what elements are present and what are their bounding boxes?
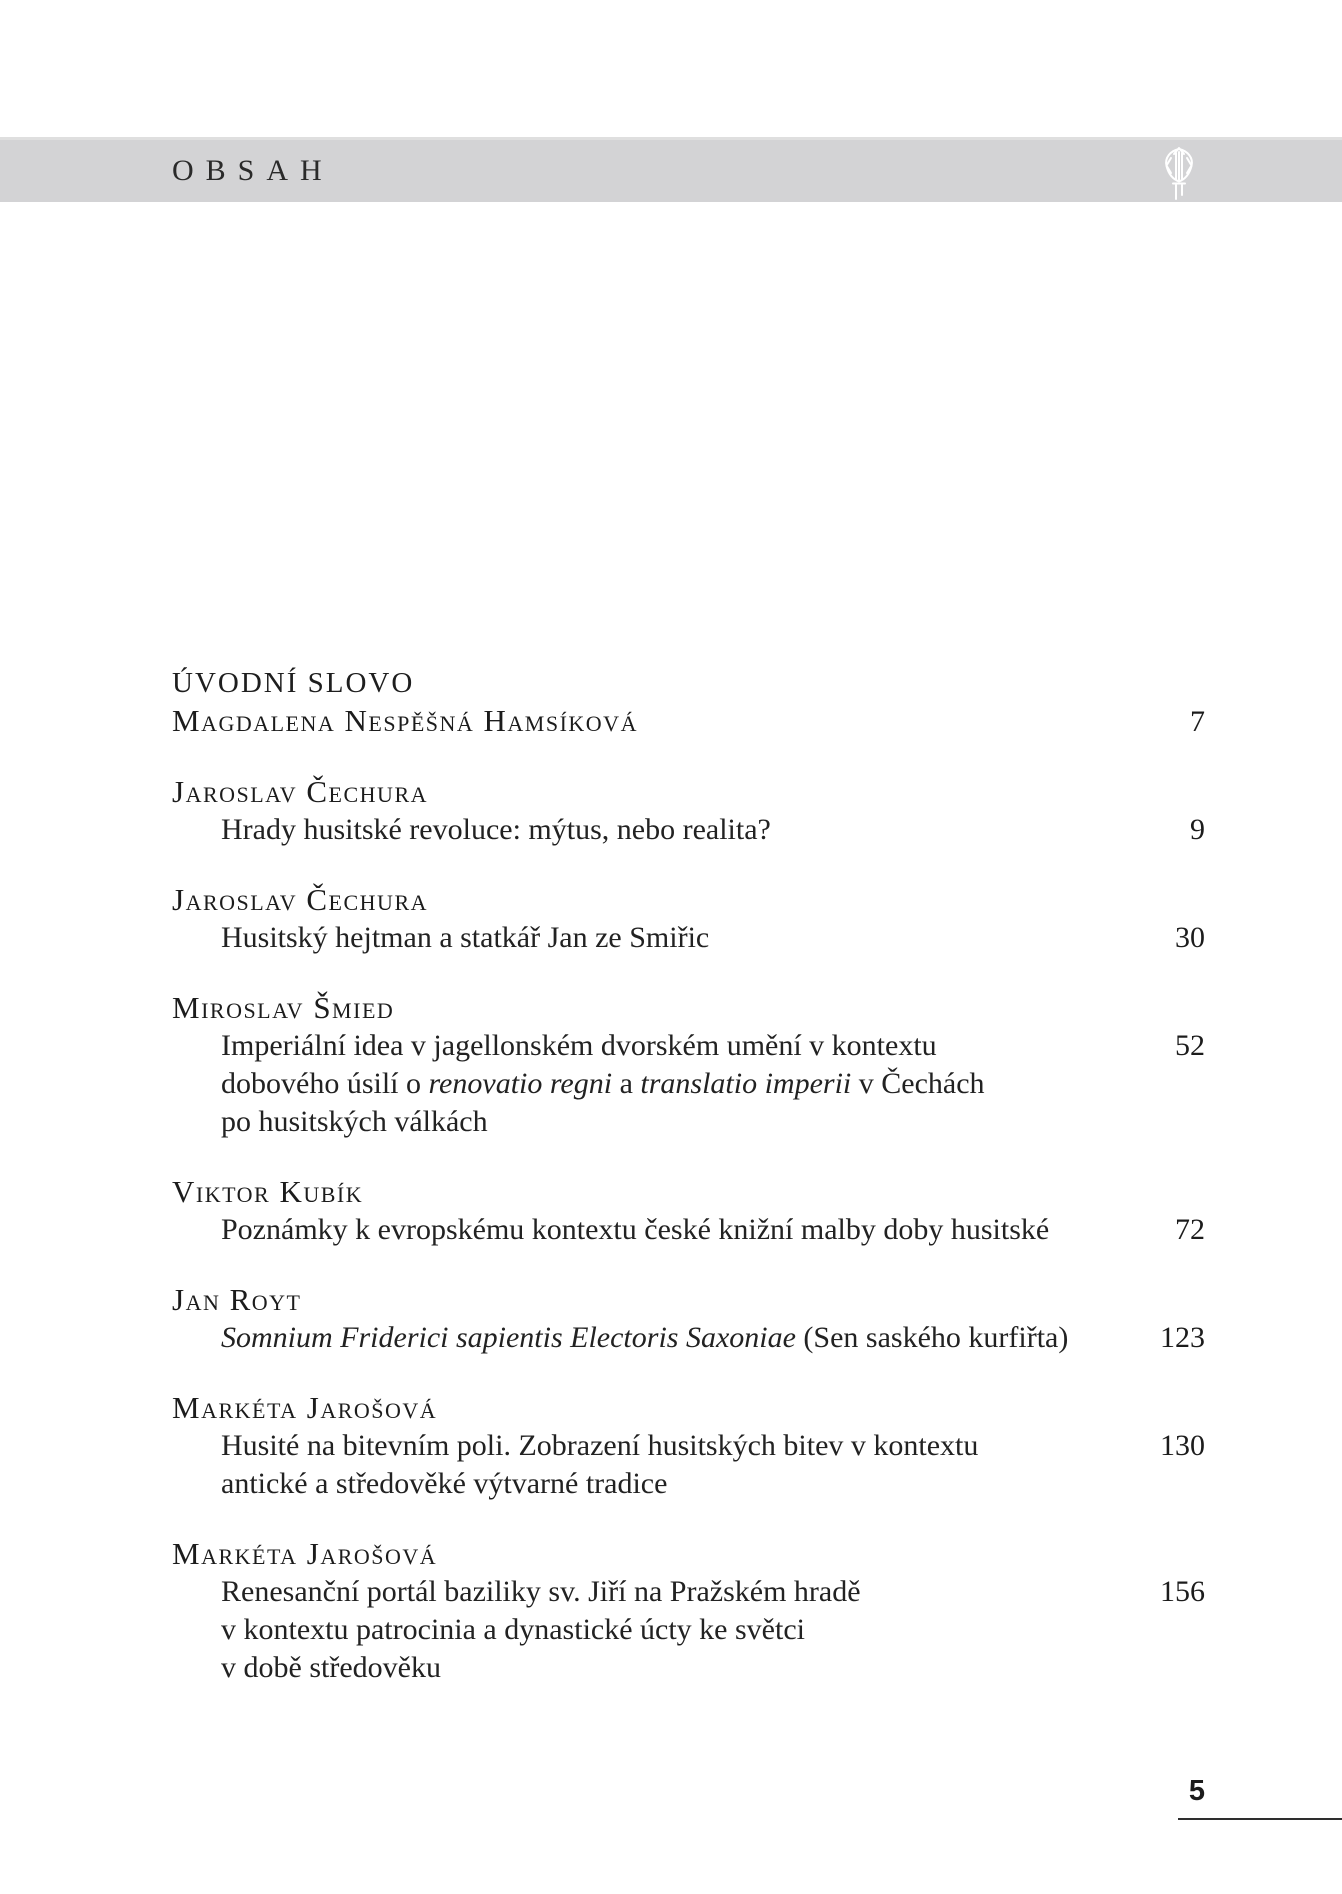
toc-title-text [172, 1103, 1205, 1141]
toc-entry [172, 664, 1205, 741]
toc-page-number: 7 [1190, 705, 1205, 738]
footer-rule [1178, 1818, 1342, 1820]
toc-author: Miroslav Šmied [172, 990, 395, 1025]
toc-title-segment: Poznámky k evropskému kontextu české knižní malby doby husitské [221, 1213, 1050, 1246]
toc-author-line [172, 702, 1205, 741]
toc-title-line [172, 1027, 1205, 1065]
toc-title-italic-segment: renovatio regni [428, 1067, 613, 1100]
toc-entry [172, 1281, 1205, 1357]
toc-title-line [172, 1465, 1205, 1503]
toc-title-segment: Imperiální idea v jagellonském dvorském umění v kontextu [221, 1029, 937, 1062]
toc-title-text [172, 1611, 1205, 1649]
toc-author: Viktor Kubík [172, 1174, 364, 1209]
toc-entry [172, 989, 1205, 1141]
toc-title-line [172, 1427, 1205, 1465]
page-title: OBSAH [172, 154, 334, 187]
toc-author-line [172, 881, 1205, 919]
toc-title-italic-segment: Somnium Friderici sapientis Electoris Saxoniae [221, 1321, 796, 1354]
toc-page-number: 72 [1175, 1213, 1205, 1246]
toc-author: Jaroslav Čechura [172, 882, 429, 917]
toc-author-line [172, 773, 1205, 811]
toc-author-line [172, 1173, 1205, 1211]
toc-author: Markéta Jarošová [172, 1390, 438, 1425]
toc-title-line [172, 1319, 1205, 1357]
toc-author-line [172, 1535, 1205, 1573]
toc-title-text [172, 1065, 1205, 1103]
toc-title-segment: Renesanční portál baziliky sv. Jiří na Pražském hradě [221, 1575, 861, 1608]
toc-title-text [172, 919, 1155, 957]
toc-author: Jaroslav Čechura [172, 774, 429, 809]
toc-page-number: 123 [1160, 1321, 1205, 1354]
toc-section-heading: ÚVODNÍ SLOVO [172, 667, 415, 699]
toc-page-number: 130 [1160, 1429, 1205, 1462]
toc-author: Jan Royt [172, 1282, 302, 1317]
toc-section-heading-line [172, 664, 1205, 702]
toc-title-segment: v Čechách [851, 1067, 985, 1100]
toc-entry [172, 1389, 1205, 1503]
toc-title-segment: Husité na bitevním poli. Zobrazení husitských bitev v kontextu [221, 1429, 979, 1462]
ornament-icon [1160, 145, 1198, 203]
toc-title-line [172, 1573, 1205, 1611]
toc-title-text [172, 1027, 1155, 1065]
toc-page-number: 156 [1160, 1575, 1205, 1608]
toc-title-text [172, 1465, 1205, 1503]
toc-author-line [172, 1281, 1205, 1319]
toc-title-segment: v době středověku [221, 1651, 441, 1684]
toc-entry [172, 1173, 1205, 1249]
toc-title-line [172, 1065, 1205, 1103]
footer-page-number: 5 [1188, 1775, 1205, 1807]
toc-title-text [172, 1649, 1205, 1687]
toc-title-segment: antické a středověké výtvarné tradice [221, 1467, 668, 1500]
toc-entry [172, 1535, 1205, 1687]
toc-author-line [172, 1389, 1205, 1427]
toc-list [172, 664, 1205, 1719]
toc-title-text [172, 1427, 1140, 1465]
toc-title-segment: dobového úsilí o [221, 1067, 429, 1100]
toc-page-number: 30 [1175, 921, 1205, 954]
toc-author: Magdalena Nespěšná Hamsíková [172, 703, 638, 738]
toc-entry [172, 881, 1205, 957]
toc-title-segment: v kontextu patrocinia a dynastické úcty ke světci [221, 1613, 805, 1646]
toc-author-line [172, 989, 1205, 1027]
toc-title-text [172, 1211, 1155, 1249]
toc-title-segment: (Sen saského kurfiřta) [795, 1321, 1069, 1354]
toc-title-text [172, 1573, 1140, 1611]
toc-page-number: 52 [1175, 1029, 1205, 1062]
toc-title-line [172, 1649, 1205, 1687]
toc-title-segment: a [612, 1067, 641, 1100]
toc-title-text [172, 1319, 1140, 1357]
toc-author: Markéta Jarošová [172, 1536, 438, 1571]
toc-title-line [172, 1103, 1205, 1141]
toc-title-segment: Husitský hejtman a statkář Jan ze Smiřic [221, 921, 710, 954]
toc-title-line [172, 1611, 1205, 1649]
header-bar [0, 137, 1342, 202]
toc-title-segment: po husitských válkách [221, 1105, 488, 1138]
toc-title-segment: Hrady husitské revoluce: mýtus, nebo realita? [221, 813, 771, 846]
toc-title-text [172, 811, 1170, 849]
toc-title-line [172, 811, 1205, 849]
toc-entry [172, 773, 1205, 849]
toc-title-line [172, 919, 1205, 957]
toc-page-number: 9 [1190, 813, 1205, 846]
toc-title-line [172, 1211, 1205, 1249]
toc-title-italic-segment: translatio imperii [640, 1067, 852, 1100]
